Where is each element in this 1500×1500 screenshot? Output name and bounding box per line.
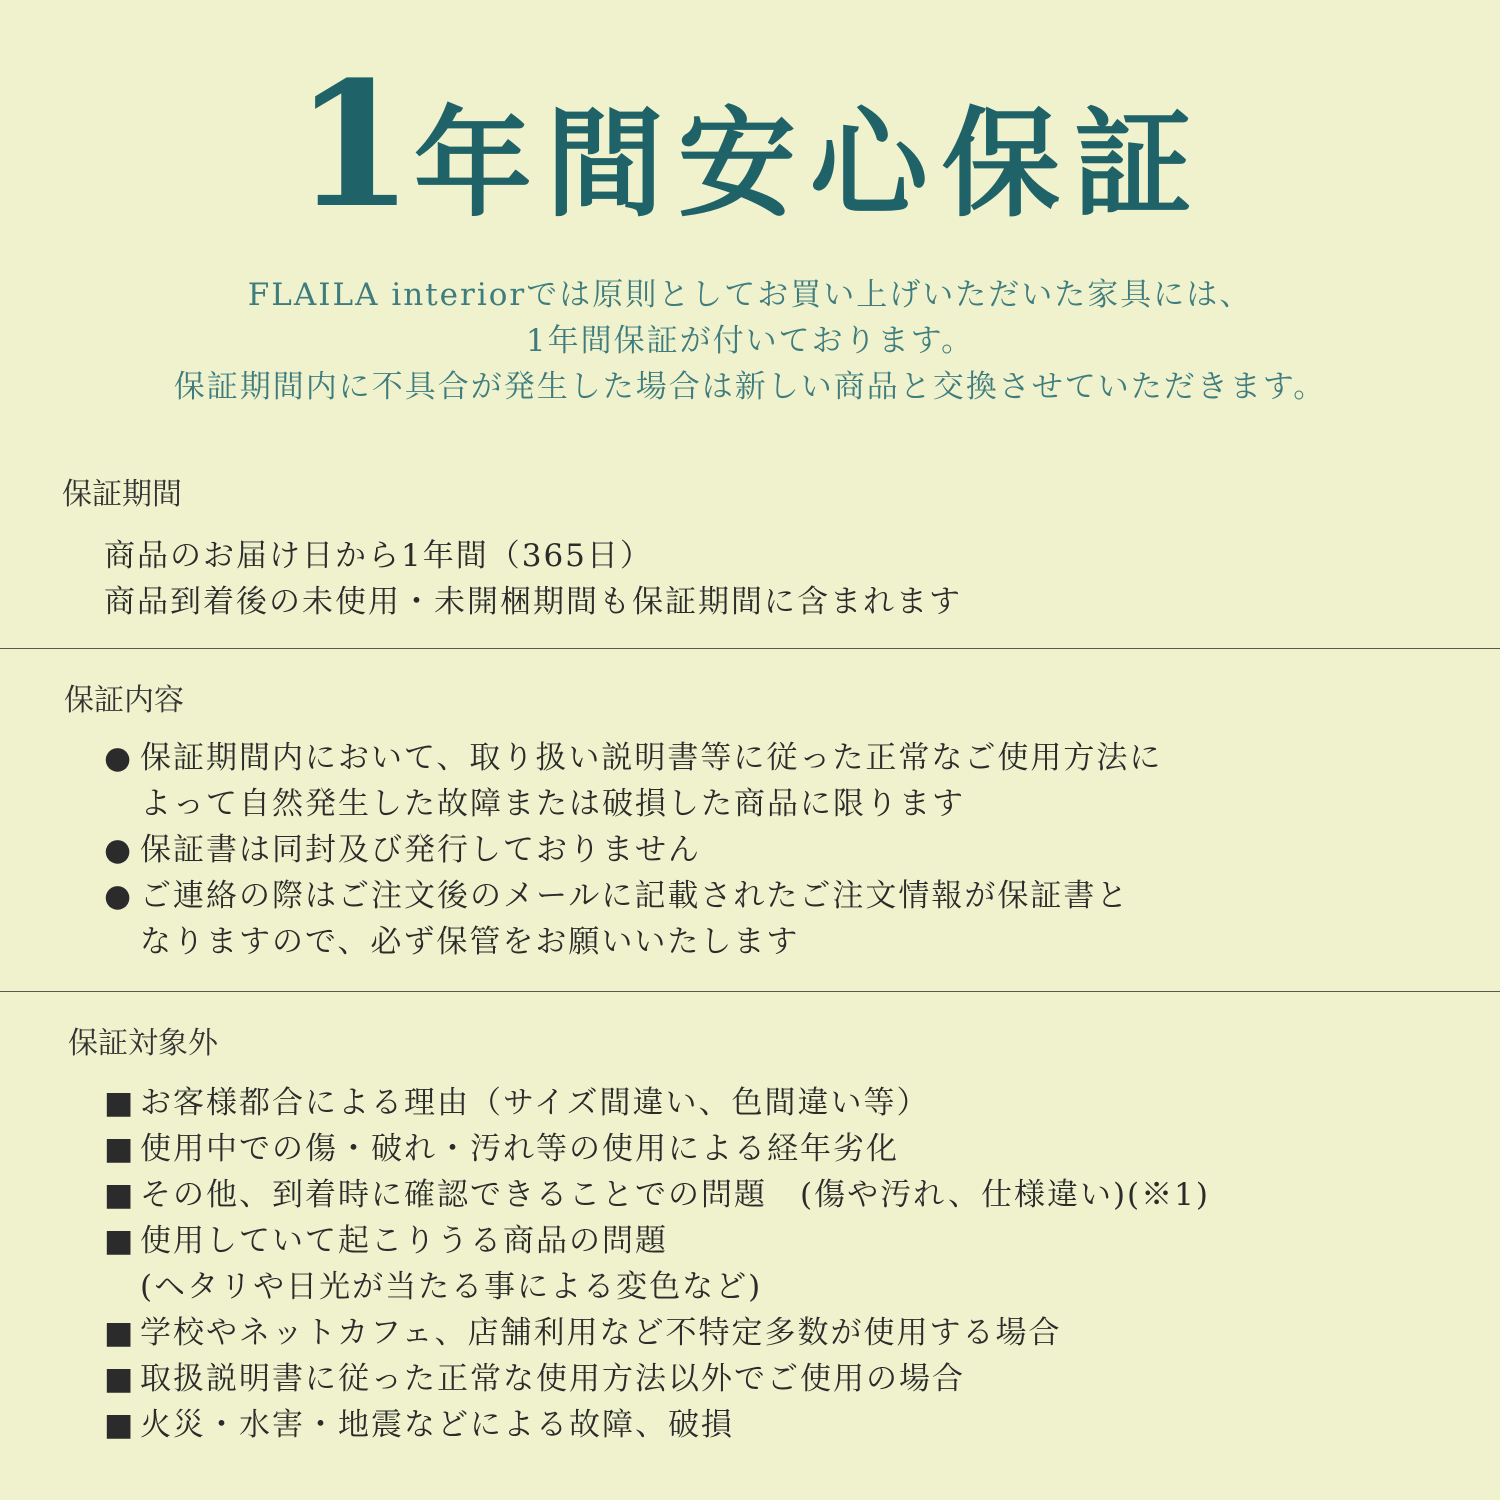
- bullet-circle-icon: ●: [104, 878, 134, 914]
- bullet-square-icon: ■: [104, 1315, 136, 1351]
- list-item: [104, 1126, 1210, 1172]
- intro-line: FLAILA interiorでは原則としてお買い上げいただいた家具には、: [247, 277, 1253, 313]
- list-item: [104, 735, 1162, 781]
- page-title: [0, 43, 1500, 254]
- list-item: [104, 827, 1162, 873]
- title-text: 年間安心保証: [413, 95, 1206, 233]
- list-item: [104, 1402, 1210, 1448]
- bullet-circle-icon: ●: [104, 832, 134, 868]
- list-item-continuation: (ヘタリや日光が当たる事による変色など): [140, 1269, 763, 1305]
- list-item-text: 使用中での傷・破れ・汚れ等の使用による経年劣化: [140, 1131, 899, 1167]
- list-item: [104, 1080, 1210, 1126]
- list-item-text: 取扱説明書に従った正常な使用方法以外でご使用の場合: [140, 1361, 965, 1397]
- section-heading-period: 保証期間: [62, 477, 182, 512]
- intro-line: 保証期間内に不具合が発生した場合は新しい商品と交換させていただきます。: [173, 369, 1327, 405]
- bullet-square-icon: ■: [104, 1223, 136, 1259]
- list-item: [104, 1172, 1210, 1218]
- exclusions-list: [104, 1080, 1210, 1448]
- list-item-text: 火災・水害・地震などによる故障、破損: [140, 1407, 734, 1443]
- bullet-square-icon: ■: [104, 1361, 136, 1397]
- list-item-text: 保証期間内において、取り扱い説明書等に従った正常なご使用方法に: [140, 740, 1163, 776]
- bullet-square-icon: ■: [104, 1407, 136, 1443]
- list-item-text: ご連絡の際はご注文後のメールに記載されたご注文情報が保証書と: [140, 878, 1130, 914]
- period-line: 商品到着後の未使用・未開梱期間も保証期間に含まれます: [104, 584, 962, 620]
- intro-text: [0, 272, 1500, 410]
- title-number: 1: [294, 43, 414, 246]
- period-line: 商品のお届け日から1年間（365日）: [104, 538, 653, 574]
- bullet-square-icon: ■: [104, 1085, 136, 1121]
- section-divider: [0, 648, 1500, 649]
- list-item-text: 学校やネットカフェ、店舗利用など不特定多数が使用する場合: [140, 1315, 1062, 1351]
- list-item-continuation: よって自然発生した故障または破損した商品に限ります: [140, 786, 965, 822]
- bullet-square-icon: ■: [104, 1177, 136, 1213]
- list-item: [104, 1218, 1210, 1264]
- list-item: [104, 873, 1162, 919]
- intro-line: 1年間保証が付いております。: [525, 323, 975, 359]
- section-divider: [0, 991, 1500, 992]
- list-item-text: 保証書は同封及び発行しておりません: [140, 832, 701, 868]
- list-item-text: お客様都合による理由（サイズ間違い、色間違い等）: [140, 1085, 930, 1121]
- bullet-square-icon: ■: [104, 1131, 136, 1167]
- period-lines: [104, 533, 962, 625]
- bullet-circle-icon: ●: [104, 740, 134, 776]
- list-item-continuation: なりますので、必ず保管をお願いいたします: [140, 924, 800, 960]
- list-item: [104, 1310, 1210, 1356]
- contents-list: [104, 735, 1162, 965]
- section-heading-contents: 保証内容: [64, 683, 184, 718]
- list-item: [104, 1356, 1210, 1402]
- list-item-text: その他、到着時に確認できることでの問題 (傷や汚れ、仕様違い)(※1): [140, 1177, 1210, 1213]
- section-heading-exclusions: 保証対象外: [68, 1026, 218, 1061]
- list-item-text: 使用していて起こりうる商品の問題: [140, 1223, 668, 1259]
